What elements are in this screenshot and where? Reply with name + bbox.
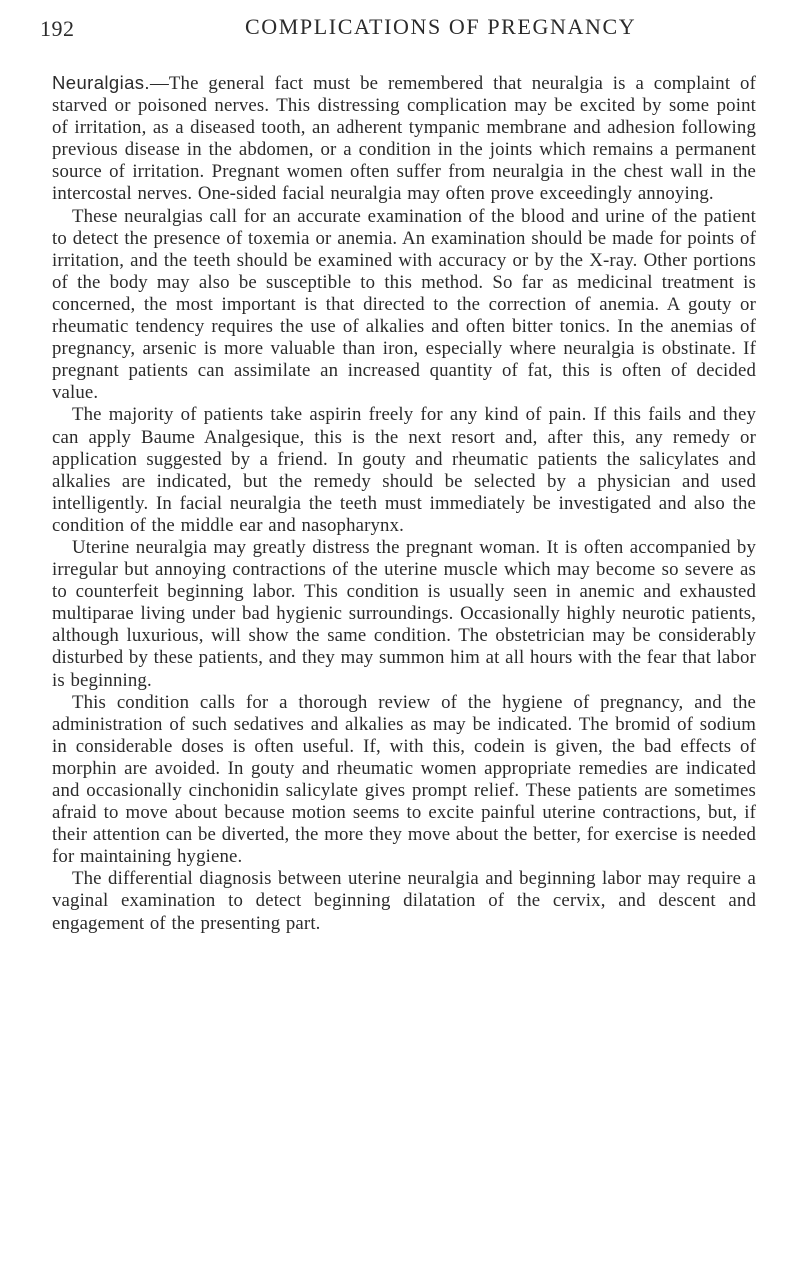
paragraph: The majority of patients take aspirin freely for any kind of pain. If this fails and they can apply Baume Analgesique, this is the next resort and, after this, any remedy or application suggested by a friend. In gouty and rheumatic patients the salicylates and alkalies are indicated, but the remedy should be selected by a physician and used intelligently. In facial neuralgia the teeth must immediately be investigated and also the condition of the middle ear and nasopharynx. <box>52 404 756 536</box>
paragraph: Uterine neuralgia may greatly distress the pregnant woman. It is often accompanied by irregular but annoying contractions of the uterine muscle which may become so severe as to counterfeit beginning labor. This condition is usually seen in anemic and exhausted multiparae living under bad hygienic surroundings. Occasionally highly neurotic patients, although luxurious, will show the same condition. The obstetrician may be considerably disturbed by these patients, and they may summon him at all hours with the fear that labor is beginning. <box>52 536 756 691</box>
paragraph: These neuralgias call for an accurate examination of the blood and urine of the patient to detect the presence of toxemia or anemia. An examination should be made for points of irritation, and the teeth should be examined with accuracy or by the X-ray. Other portions of the body may also be susceptible to this method. So far as medicinal treatment is concerned, the most important is that directed to the correction of anemia. A gouty or rheumatic tendency requires the use of alkalies and often bitter tonics. In the anemias of pregnancy, arsenic is more valuable than iron, especially where neuralgia is obstinate. If pregnant patients can assimilate an increased quantity of fat, this is often of decided value. <box>52 205 756 404</box>
running-head <box>40 10 760 44</box>
paragraph <box>52 72 756 206</box>
paragraph: The differential diagnosis between uterine neuralgia and beginning labor may require a vaginal examination to detect beginning dilatation of the cervix, and descent and engagement of the presenting part. <box>52 868 756 934</box>
running-title: COMPLICATIONS OF PREGNANCY <box>245 14 637 39</box>
page-number: 192 <box>40 16 75 41</box>
section-heading: Neuralgias. <box>52 72 150 93</box>
paragraph: This condition calls for a thorough review of the hygiene of pregnancy, and the administration of such sedatives and alkalies as may be indicated. The bromid of sodium in considerable doses is often useful. If, with this, codein is given, the bad effects of morphin are avoided. In gouty and rheumatic women appropriate remedies are indicated and occasionally cinchonidin salicylate gives prompt relief. These patients are sometimes afraid to move about because motion seems to excite painful uterine contractions, but, if their attention can be diverted, the more they move about the better, for exercise is needed for maintaining hygiene. <box>52 691 756 868</box>
section-neuralgias <box>52 72 756 935</box>
paragraph-text: —The general fact must be remembered that neuralgia is a complaint of starved or poisoned nerves. This distressing complication may be excited by some point of irritation, as a diseased tooth, an adherent tympanic membrane and adhesion following previous disease in the abdomen, or a condition in the joints which remains a permanent source of irritation. Pregnant women often suffer from neuralgia in the chest wall in the intercostal nerves. One-sided facial neuralgia may often prove exceedingly annoying. <box>52 73 756 205</box>
